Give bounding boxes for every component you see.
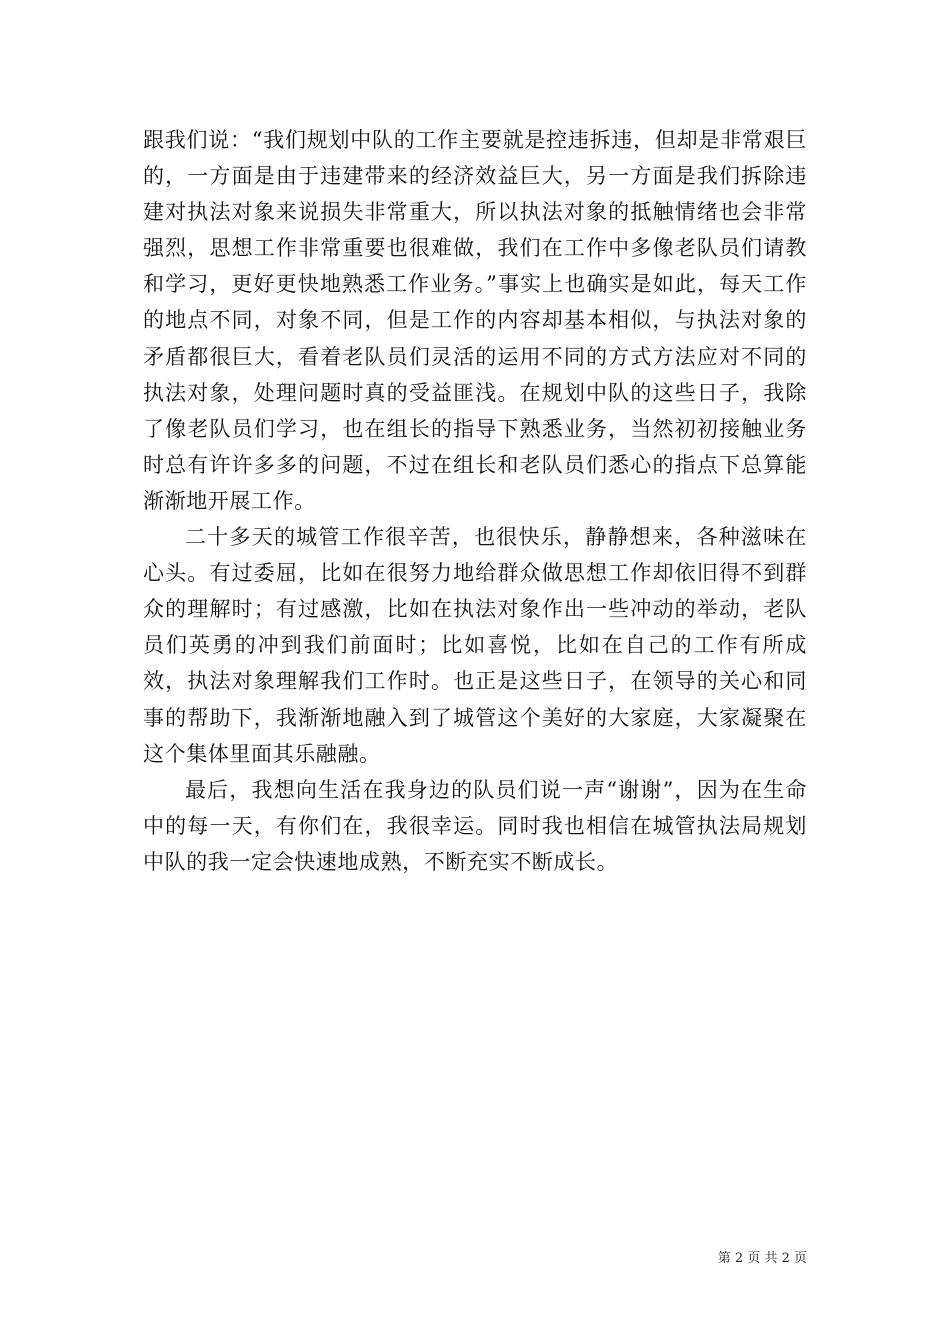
document-body [143, 122, 807, 880]
paragraph-1: 跟我们说：“我们规划中队的工作主要就是控违拆违，但却是非常艰巨的，一方面是由于违建带来的经济效益巨大，另一方面是我们拆除违建对执法对象来说损失非常重大，所以执法对象的抵触情绪也会非常强烈，思想工作非常重要也很难做，我们在工作中多像老队员们请教和学习，更好更快地熟悉工作业务。”事实上也确实是如此，每天工作的地点不同，对象不同，但是工作的内容却基本相似，与执法对象的矛盾都很巨大，看着老队员们灵活的运用不同的方式方法应对不同的执法对象，处理问题时真的受益匪浅。在规划中队的这些日子，我除了像老队员们学习，也在组长的指导下熟悉业务，当然初初接触业务时总有许许多多的问题，不过在组长和老队员们悉心的指点下总算能渐渐地开展工作。 [143, 128, 807, 513]
page-number-footer: 第 2 页 共 2 页 [717, 1251, 807, 1266]
paragraph-3: 最后，我想向生活在我身边的队员们说一声“谢谢”，因为在生命中的每一天，有你们在，我很幸运。同时我也相信在城管执法局规划中队的我一定会快速地成熟，不断充实不断成长。 [143, 777, 807, 874]
paragraph-2: 二十多天的城管工作很辛苦，也很快乐，静静想来，各种滋味在心头。有过委屈，比如在很努力地给群众做思想工作却依旧得不到群众的理解时；有过感激，比如在执法对象作出一些冲动的举动，老队员们英勇的冲到我们前面时；比如喜悦，比如在自己的工作有所成效，执法对象理解我们工作时。也正是这些日子，在领导的关心和同事的帮助下，我渐渐地融入到了城管这个美好的大家庭，大家凝聚在这个集体里面其乐融融。 [143, 525, 807, 766]
